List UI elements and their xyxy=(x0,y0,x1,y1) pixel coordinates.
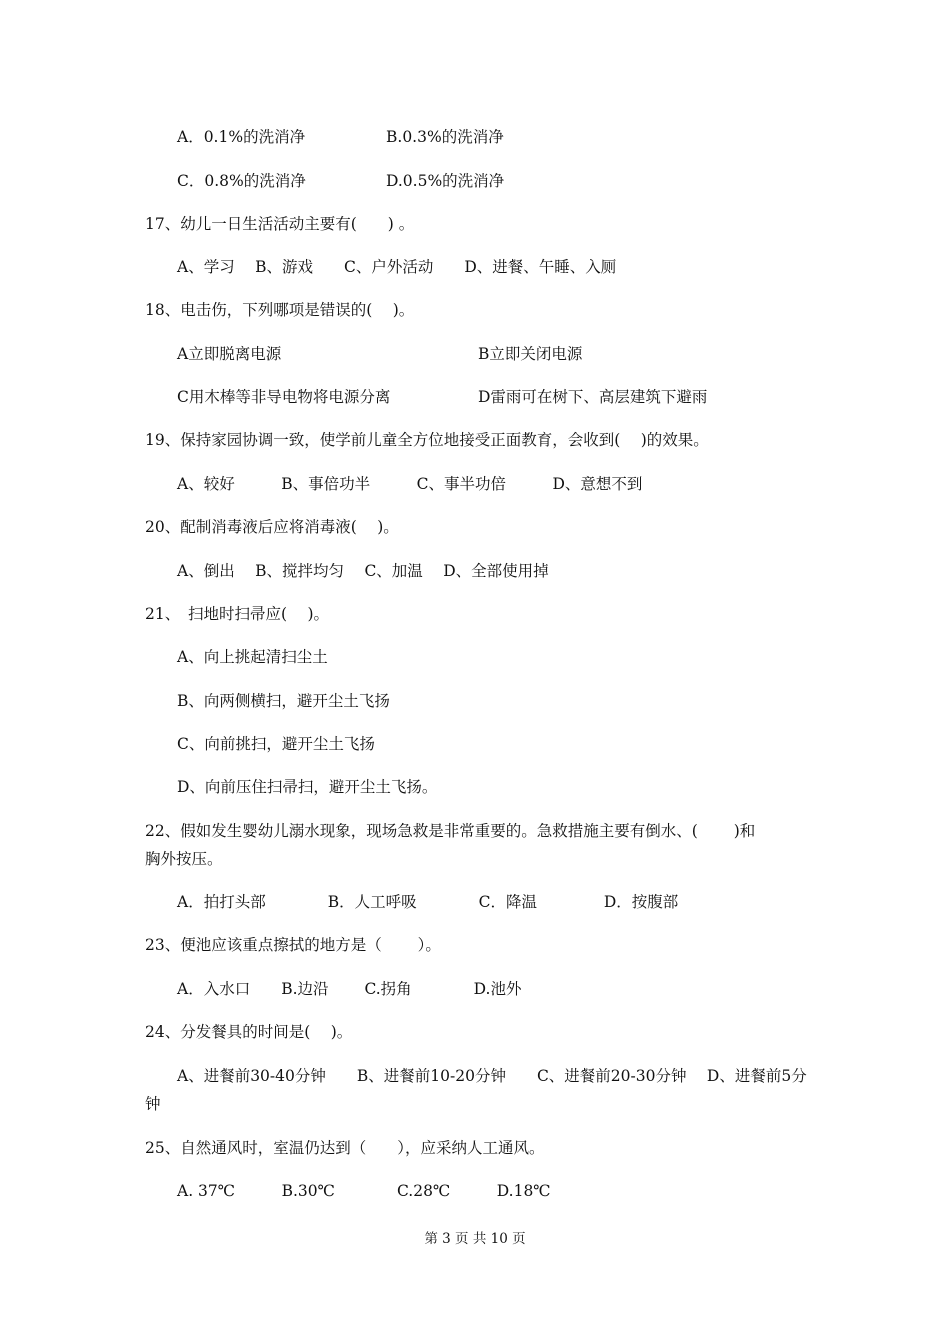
q21-option-d: D、向前压住扫帚扫，避开尘土飞扬。 xyxy=(177,778,438,796)
q21-option-b: B、向两侧横扫，避开尘土飞扬 xyxy=(177,692,390,710)
q20-options: A、倒出 B、搅拌均匀 C、加温 D、全部使用掉 xyxy=(177,562,549,580)
q18-option-b: B立即关闭电源 xyxy=(478,345,583,363)
q17-options: A、学习 B、游戏 C、户外活动 D、进餐、午睡、入厕 xyxy=(177,258,617,276)
q21-option-a: A、向上挑起清扫尘土 xyxy=(177,648,328,666)
q16-option-c: C．0.8%的洗消净 xyxy=(177,172,306,190)
q19-stem: 19、保持家园协调一致，使学前儿童全方位地接受正面教育，会收到( )的效果。 xyxy=(145,431,709,449)
q24-options-line2: 钟 xyxy=(145,1095,161,1113)
q22-stem-line2: 胸外按压。 xyxy=(145,850,223,868)
q25-stem: 25、自然通风时，室温仍达到（ ），应采纳人工通风。 xyxy=(145,1139,545,1157)
q16-option-a: A．0.1%的洗消净 xyxy=(177,128,306,146)
q18-stem: 18、电击伤，下列哪项是错误的( )。 xyxy=(145,301,415,319)
q18-option-d: D雷雨可在树下、高层建筑下避雨 xyxy=(478,388,708,406)
q21-option-c: C、向前挑扫，避开尘土飞扬 xyxy=(177,735,375,753)
q22-options: A．拍打头部 B．人工呼吸 C．降温 D．按腹部 xyxy=(177,893,679,911)
q23-stem: 23、便池应该重点擦拭的地方是（ ）。 xyxy=(145,936,441,954)
q16-option-d: D.0.5%的洗消净 xyxy=(386,172,505,190)
q19-options: A、较好 B、事倍功半 C、事半功倍 D、意想不到 xyxy=(177,475,643,493)
page-footer: 第 3 页 共 10 页 xyxy=(424,1231,526,1247)
q23-options: A．入水口 B.边沿 C.拐角 D.池外 xyxy=(177,980,522,998)
q18-option-c: C用木棒等非导电物将电源分离 xyxy=(177,388,391,406)
q21-stem: 21、 扫地时扫帚应( )。 xyxy=(145,605,329,623)
q17-stem: 17、幼儿一日生活活动主要有( ) 。 xyxy=(145,215,415,233)
q16-option-b: B.0.3%的洗消净 xyxy=(386,128,504,146)
q24-stem: 24、分发餐具的时间是( )。 xyxy=(145,1023,353,1041)
q18-option-a: A立即脱离电源 xyxy=(177,345,282,363)
q24-options-line1: A、进餐前30-40分钟 B、进餐前10-20分钟 C、进餐前20-30分钟 D、进餐前5分 xyxy=(177,1067,807,1085)
q20-stem: 20、配制消毒液后应将消毒液( )。 xyxy=(145,518,399,536)
q25-options: A. 37℃ B.30℃ C.28℃ D.18℃ xyxy=(177,1182,551,1200)
q22-stem-line1: 22、假如发生婴幼儿溺水现象，现场急救是非常重要的。急救措施主要有倒水、( )和 xyxy=(145,822,756,840)
